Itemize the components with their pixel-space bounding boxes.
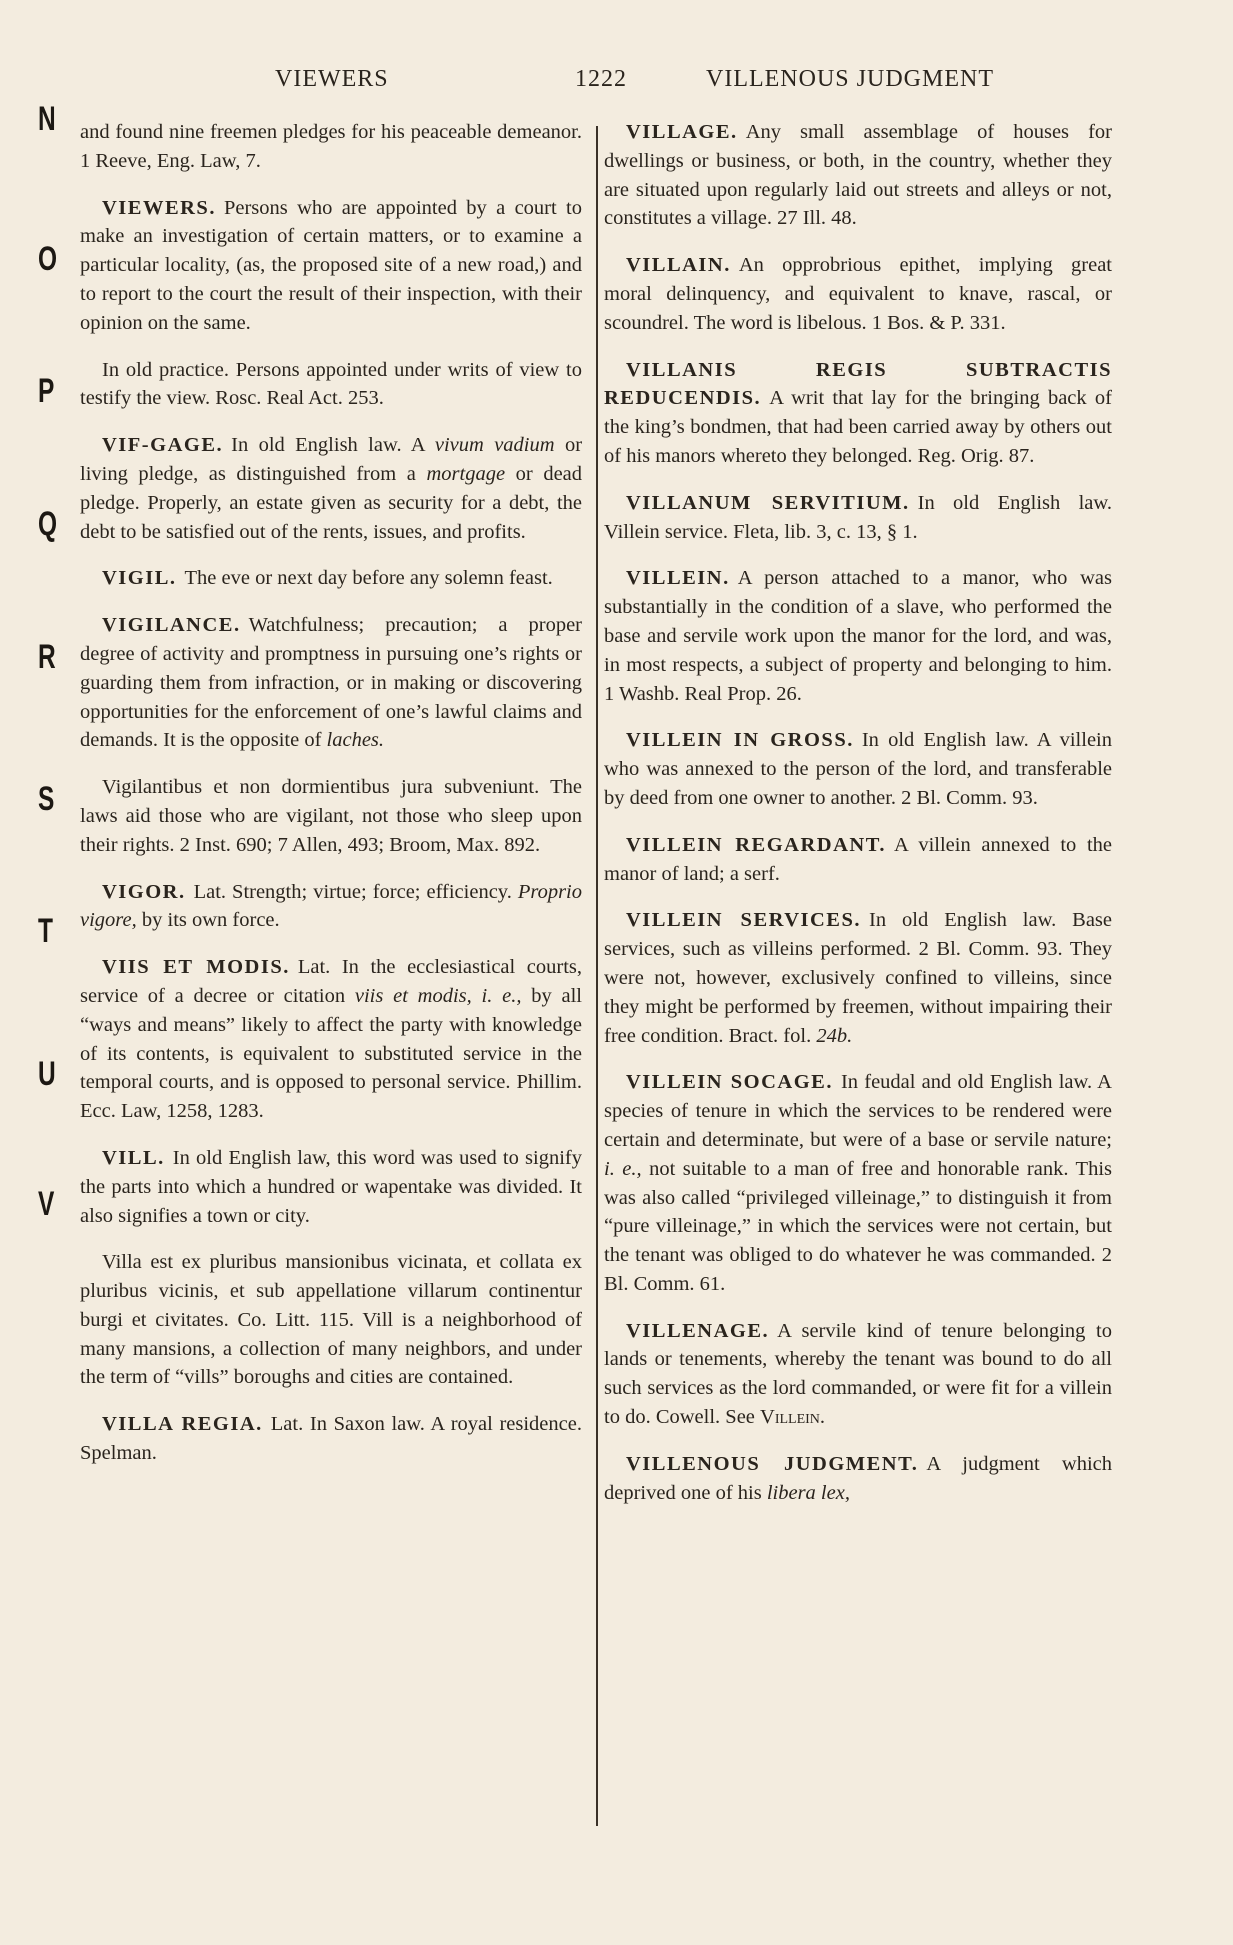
entry-villa-regia (80, 1410, 582, 1468)
definition: A judgment which deprived one of his (604, 1452, 1112, 1504)
italic-term: Proprio vigore, (80, 880, 583, 932)
definition: Watchfulness; precaution; a proper degree of activity and promptness in pursuing one’s rights or guarding them from infraction, or in making or discovering opportunities for the enforcement of one’s lawful claims and demands. It is the opposite of (80, 614, 582, 752)
headword: VILLA REGIA. (102, 1413, 263, 1436)
entry-continuation (80, 118, 582, 176)
header-first-term: VIEWERS (275, 66, 389, 92)
entry-villein-services (604, 906, 1112, 1050)
entry-villenous-judgment (604, 1450, 1112, 1508)
italic-term: laches. (326, 729, 385, 752)
thumb-letter-q[interactable]: Q (38, 505, 58, 543)
definition: In old English law. A villein who was annexed to the person of the lord, and transferable by deed from one owner to another. 2 Bl. Comm. 93. (604, 729, 1112, 809)
definition: A servile kind of tenure belonging to lands or tenements, whereby the tenant was bound to do all such services as the lord commanded, or were fit for a villein to do. Cowell. See (604, 1319, 1112, 1429)
header-last-term: VILLENOUS JUDGMENT (706, 66, 994, 92)
headword: VIEWERS. (102, 196, 216, 219)
headword: VILLEIN SOCAGE. (626, 1071, 833, 1094)
definition: by all “ways and means” likely to affect the party with knowledge of its contents, is equivalent to substituted service in the temporal courts, and is opposed to personal service. Phillim. Ecc. Law, 1258, 1283. (80, 984, 582, 1123)
thumb-letter-v[interactable]: V (38, 1185, 55, 1223)
headword: VILLANIS REGIS SUBTRACTIS REDUCENDIS. (604, 358, 1112, 410)
definition: The eve or next day before any solemn feast. (184, 567, 553, 590)
definition: or living pledge, as distinguished from a (80, 434, 583, 485)
definition: Lat. Strength; virtue; force; efficiency. (193, 880, 512, 903)
column-divider (596, 126, 598, 1826)
definition: In old English law. A (231, 434, 425, 457)
left-column (80, 118, 582, 1486)
definition: A person attached to a manor, who was substantially in the condition of a slave, who performed the base and servile work upon the manor for the lord, and was, in most respects, a subject of property and belonging to him. 1 Washb. Real Prop. 26. (604, 567, 1112, 705)
headword: VILLANUM SERVITIUM. (626, 491, 910, 514)
definition: In old English law, this word was used to signify the parts into which a hundred or wapentake was divided. It also signifies a town or city. (80, 1146, 582, 1227)
entry-vill (80, 1144, 582, 1230)
headword: VILLEIN SERVICES. (626, 909, 861, 932)
headword: VILLAGE. (626, 121, 738, 143)
entry-vigilantibus-maxim (80, 773, 582, 859)
definition: Any small assemblage of houses for dwellings or business, or both, in the country, whether they are situated upon regularly laid out streets and alleys or not, constitutes a village. 27 Ill. 48. (604, 121, 1112, 230)
entry-villa-maxim (80, 1248, 582, 1392)
definition: A writ that lay for the bringing back of the king’s bondmen, that had been carried away by others out of his manors whereto they belonged. Reg. Orig. 87. (604, 387, 1112, 467)
entry-village (604, 118, 1112, 233)
entry-vigil (80, 564, 582, 593)
italic-term: 24b. (816, 1024, 853, 1047)
headword: VILLENOUS JUDGMENT. (626, 1452, 919, 1475)
entry-villanis-regis (604, 356, 1112, 471)
entry-viewers-old-practice (80, 356, 582, 414)
entry-villein-socage (604, 1068, 1112, 1298)
entry-villenage (604, 1317, 1112, 1432)
thumb-letter-o[interactable]: O (38, 240, 58, 278)
entry-villanum-servitium (604, 489, 1112, 547)
definition: by its own force. (141, 909, 280, 932)
definition: Villa est ex pluribus mansionibus vicinata, et collata ex pluribus vicinis, et sub appellatione villarum continentur burgi et civitates. Co. Litt. 115. Vill is a neighborhood of many mansions, a collection of many neighbors, and under the term of “vills” boroughs and cities are contained. (80, 1251, 582, 1389)
headword: VIGIL. (102, 567, 177, 590)
italic-term: libera lex, (766, 1481, 850, 1504)
thumb-letter-n[interactable]: N (38, 100, 56, 138)
italic-term: vivum vadium (434, 434, 555, 457)
headword: VIGOR. (102, 880, 186, 903)
definition: In old English law. Villein service. Fleta, lib. 3, c. 13, § 1. (604, 491, 1112, 543)
italic-term: mortgage (426, 462, 506, 485)
definition: In old English law. Base services, such as villeins performed. 2 Bl. Comm. 93. They were not, however, exclusively confined to villeins, since they might be performed by freemen, without impairing their free condition. Bract. fol. (604, 909, 1113, 1047)
entry-vigor (80, 878, 582, 936)
headword: VILL. (102, 1146, 165, 1169)
right-column (604, 118, 1112, 1525)
headword: VIF-GAGE. (102, 434, 224, 457)
definition: Vigilantibus et non dormientibus jura subveniunt. The laws aid those who are vigilant, not those who sleep upon their rights. 2 Inst. 690; 7 Allen, 493; Broom, Max. 892. (80, 776, 582, 856)
running-header (0, 66, 1233, 102)
thumb-index (26, 100, 66, 1250)
headword: VIGILANCE. (102, 614, 241, 637)
definition: An opprobrious epithet, implying great moral delinquency, and equivalent to knave, rascal, or scoundrel. The word is libelous. 1 Bos. & P. 331. (604, 254, 1112, 334)
italic-term: i. e., (604, 1157, 642, 1180)
definition: Lat. In the ecclesiastical courts, service of a decree or citation (80, 956, 582, 1007)
headword: VILLENAGE. (626, 1319, 770, 1342)
entry-villein-in-gross (604, 726, 1112, 812)
thumb-letter-s[interactable]: S (38, 780, 55, 818)
page-number: 1222 (575, 66, 627, 92)
cross-reference: Villein. (760, 1406, 826, 1429)
headword: VILLEIN REGARDANT. (626, 833, 886, 856)
entry-villein-regardant (604, 831, 1112, 889)
definition: In feudal and old English law. A species of tenure in which the services to be rendered were certain and determinate, but were of a base or servile nature; (604, 1071, 1112, 1151)
definition: Persons who are appointed by a court to make an investigation of certain matters, or to examine a particular locality, (as, the proposed site of a new road,) and to report to the court the result of their inspection, with their opinion on the same. (80, 196, 582, 334)
definition: not suitable to a man of free and honorable rank. This was also called “privileged villeinage,” to distinguish it from “pure villeinage,” in which the services were not certain, but the tenant was obliged to do whatever he was commanded. 2 Bl. Comm. 61. (604, 1157, 1113, 1295)
definition: In old practice. Persons appointed under writs of view to testify the view. Rosc. Real Act. 253. (80, 358, 582, 410)
entry-viewers (80, 194, 582, 338)
thumb-letter-u[interactable]: U (38, 1055, 56, 1093)
headword: VILLEIN IN GROSS. (626, 729, 854, 752)
headword: VILLEIN. (626, 567, 730, 590)
entry-viis-et-modis (80, 953, 582, 1126)
entry-vif-gage (80, 431, 582, 546)
definition: Lat. In Saxon law. A royal residence. Spelman. (80, 1413, 582, 1465)
entry-text: and found nine freemen pledges for his peaceable demeanor. 1 Reeve, Eng. Law, 7. (80, 121, 582, 172)
headword: VIIS ET MODIS. (102, 956, 290, 979)
italic-term: viis et modis, i. e., (354, 984, 522, 1007)
headword: VILLAIN. (626, 254, 731, 277)
thumb-letter-p[interactable]: P (38, 372, 55, 410)
thumb-letter-r[interactable]: R (38, 638, 56, 676)
entry-vigilance (80, 611, 582, 755)
entry-villain (604, 251, 1112, 337)
definition: A villein annexed to the manor of land; a serf. (604, 833, 1113, 885)
definition: or dead pledge. Properly, an estate given as security for a debt, the debt to be satisfied out of the rents, issues, and profits. (80, 462, 583, 543)
entry-villein (604, 564, 1112, 708)
thumb-letter-t[interactable]: T (38, 912, 53, 950)
